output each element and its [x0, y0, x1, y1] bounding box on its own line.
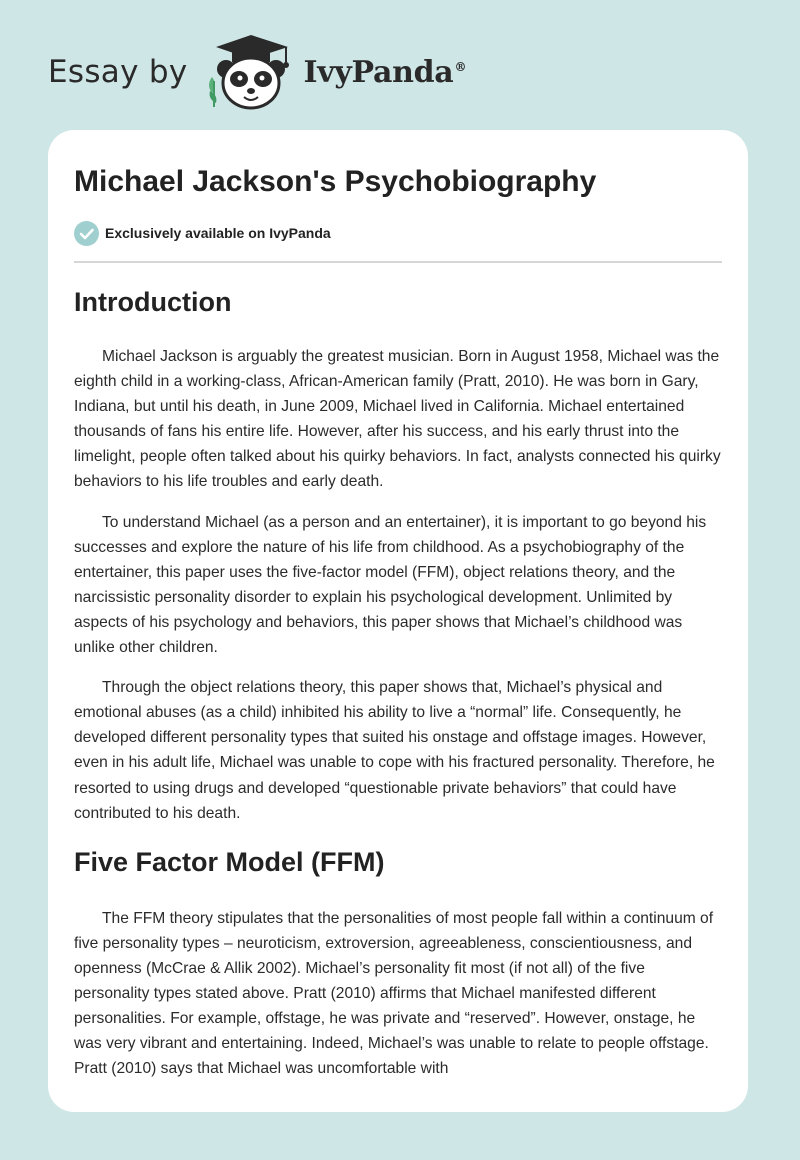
brand-header[interactable]: [48, 32, 466, 112]
brand-name: IvyPanda®: [303, 54, 467, 90]
section-heading-ffm: Five Factor Model (FFM): [74, 846, 385, 877]
essay-card: [48, 130, 748, 1112]
page-title: Michael Jackson's Psychobiography: [74, 165, 597, 198]
exclusive-label: Exclusively available on IvyPanda: [105, 225, 331, 241]
panda-graduate-icon: [202, 33, 300, 111]
check-circle-icon: [74, 221, 99, 246]
paragraph: To understand Michael (as a person and an entertainer), it is important to go beyond his successes and explore the nature of his life from childhood. As a psychobiography of the entertainer, this paper uses the five-factor model (FFM), object relations theory, and the narcissistic personality disorder to explain his psychological development. Unlimited by aspects of his psychology and behaviors, this paper shows that Michael’s childhood was unlike other children.: [74, 513, 707, 657]
exclusive-badge: [74, 220, 722, 246]
divider: [74, 261, 722, 263]
section-heading-introduction: Introduction: [74, 287, 232, 317]
paragraph: Michael Jackson is arguably the greatest musician. Born in August 1958, Michael was the eighth child in a working-class, African-American family (Pratt, 2010). He was born in Gary, Indiana, but until his death, in June 2009, Michael lived in California. Michael entertained thousands of fans his entire life. However, after his success, and his early thrust into the limelight, people often talked about his quirky behaviors. In fact, analysts connected his quirky behaviors to his life troubles and early death.: [74, 348, 721, 491]
paragraph: The FFM theory stipulates that the personalities of most people fall within a continuum of five personality types – neuroticism, extroversion, agreeableness, conscientiousness, and openness (McCrae & Allik 2002). Michael’s personality fit most (if not all) of the five personality types stated above. Pratt (2010) affirms that Michael manifested different personalities. For example, offstage, he was private and “reserved”. However, onstage, he was very vibrant and entertaining. Indeed, Michael’s was unable to relate to people offstage. Pratt (2010) says that Michael was uncomfortable with: [74, 909, 714, 1078]
brand-prefix: Essay by: [48, 54, 188, 90]
paragraph: Through the object relations theory, this paper shows that, Michael’s physical and emotional abuses (as a child) inhibited his ability to live a “normal” life. Consequently, he developed different personality types that suited his onstage and offstage images. However, even in his adult life, Michael was unable to cope with his fractured personality. Therefore, he resorted to using drugs and developed “questionable private behaviors” that could have contributed to his death.: [74, 679, 715, 822]
